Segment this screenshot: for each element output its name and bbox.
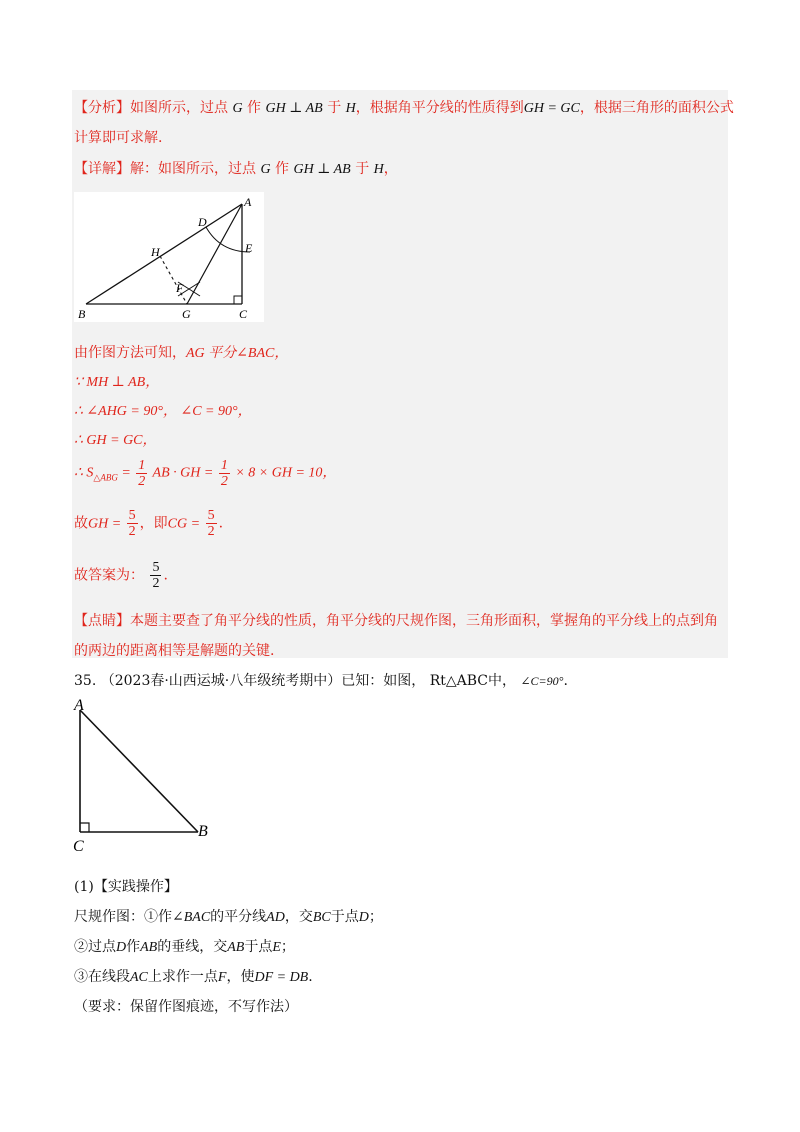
text: 上求作一点 [147,969,218,985]
text: ③在线段 [74,969,130,985]
math: AC [130,970,148,985]
text: 于点 [330,909,359,925]
label-c-2: C [73,838,84,855]
label-b-2: B [198,823,208,840]
analysis-point-h: H [345,101,356,116]
fraction-num: 5 [207,508,215,523]
fraction-den: 2 [207,524,215,539]
detail-text-1: 解：如图所示，过点 [130,161,256,177]
detail-line [74,158,398,178]
fraction-five-halves-1 [127,508,138,539]
fraction-five-halves-2 [206,508,217,539]
step-6 [74,508,223,539]
analysis-perp: GH ⊥ AB [265,101,323,116]
step-5-end: × 8 × GH = 10， [235,465,337,481]
math: AB [140,940,158,955]
step-3 [74,400,252,420]
step-6-b: CG = [167,516,204,532]
question-source: （2023春·山西运城·八年级统考期中）已知：如图， [100,673,426,689]
comment-text-1: 本题主要查了角平分线的性质，角平分线的尺规作图，三角形面积，掌握角的平分线上的点到角 [130,613,718,629]
label-a-2: A [74,697,84,714]
step-3a: ∴ ∠AHG = 90°， [74,404,177,419]
math: AD [266,910,285,925]
step-5-mid: AB · GH = [152,465,217,481]
label-b: B [78,307,86,321]
fraction-num: 1 [138,458,146,473]
analysis-text-4: ，根据角平分线的性质得到 [355,100,524,116]
question-triangle: Rt△ABC [429,673,489,689]
detail-text-4: ， [383,161,398,177]
step-6-pre: 故 [74,515,88,532]
step-1 [74,342,288,362]
analysis-line-1 [74,97,734,117]
analysis-eq: GH = GC [523,101,580,116]
detail-tag: 【详解】 [74,161,130,177]
fraction-half-1 [136,458,147,489]
comment-line-2: 的两边的距离相等是解题的关键. [74,643,275,659]
answer-line [74,560,168,591]
label-d: D [198,215,207,229]
text: ； [280,939,295,955]
step-2: ∵ MH ⊥ AB， [74,375,160,390]
label-h: H [151,245,160,259]
figure-1 [74,192,264,322]
text: ，交 [284,909,313,925]
answer-fraction [150,560,161,591]
text: 尺规作图：①作 [74,909,172,925]
text: . [308,969,313,985]
label-g: G [182,307,191,321]
part1-note: （要求：保留作图痕迹，不写作法） [74,999,298,1015]
analysis-point-g: G [232,101,243,116]
fraction-den: 2 [152,576,160,591]
part1-heading: (1)【实践操作】 [74,879,178,895]
answer-end: . [163,567,168,584]
question-end: . [563,673,568,689]
fraction-den: 2 [138,474,146,489]
text: 的平分线 [210,909,267,925]
analysis-text-5: ，根据三角形的面积公式 [579,100,734,116]
fraction-num: 5 [128,508,136,523]
text: 于点 [244,939,273,955]
step-6-end: . [218,515,224,532]
question-number: 35. [74,673,97,689]
analysis-line-2: 计算即可求解. [74,130,163,146]
figure-1-bg [74,192,264,322]
math: AB [227,940,245,955]
math: BC [312,910,331,925]
fraction-half-2 [219,458,230,489]
step-3b: ∠C = 90°， [180,404,252,419]
answer-pre: 故答案为： [74,567,144,584]
text: ②过点 [74,939,116,955]
part1-line-2 [74,936,295,956]
analysis-text-3: 于 [327,100,342,116]
step-5 [74,458,336,489]
fraction-num: 5 [152,560,160,575]
math: D [358,910,369,925]
label-c: C [239,307,248,321]
math: D [116,940,127,955]
text: 作 [126,939,141,955]
comment-line-1 [74,610,718,630]
question-35 [74,670,568,690]
step-5-sub: △ABG [93,472,118,483]
figure-2 [70,694,220,856]
part1-line-1 [74,906,383,926]
detail-text-3: 于 [355,161,370,177]
step-5-eq: = [117,465,135,481]
segment-ab-2 [80,710,198,832]
fraction-den: 2 [220,474,228,489]
comment-tag: 【点睛】 [74,613,130,629]
step-1-text: 由作图方法可知， [74,345,186,361]
question-angle: ∠C=90° [520,674,564,688]
step-1-math: AG 平分∠BAC， [186,346,289,361]
label-e: E [245,241,253,255]
question-mid: 中， [488,673,517,689]
step-5-pre: ∴ S [74,465,94,481]
part1-line-3 [74,966,313,986]
fraction-num: 1 [220,458,228,473]
analysis-text-1: 如图所示，过点 [130,100,228,116]
detail-point-h: H [373,162,384,177]
analysis-tag: 【分析】 [74,100,130,116]
math: F [217,970,227,985]
fraction-den: 2 [128,524,136,539]
text: 的垂线，交 [157,939,228,955]
analysis-text-2: 作 [247,100,262,116]
math: E [272,940,281,955]
detail-perp: GH ⊥ AB [293,162,351,177]
math: DF = DB [254,970,309,985]
text: ； [368,909,383,925]
detail-text-2: 作 [275,161,290,177]
label-a: A [244,195,252,209]
text: ，使 [226,969,255,985]
right-angle-mark-2 [80,823,89,832]
label-f: F [176,281,184,295]
step-4: ∴ GH = GC， [74,433,157,448]
step-6-a: GH = [88,516,125,532]
detail-point-g: G [260,162,271,177]
math: ∠BAC [172,910,211,925]
step-6-mid: ，即 [139,515,168,532]
